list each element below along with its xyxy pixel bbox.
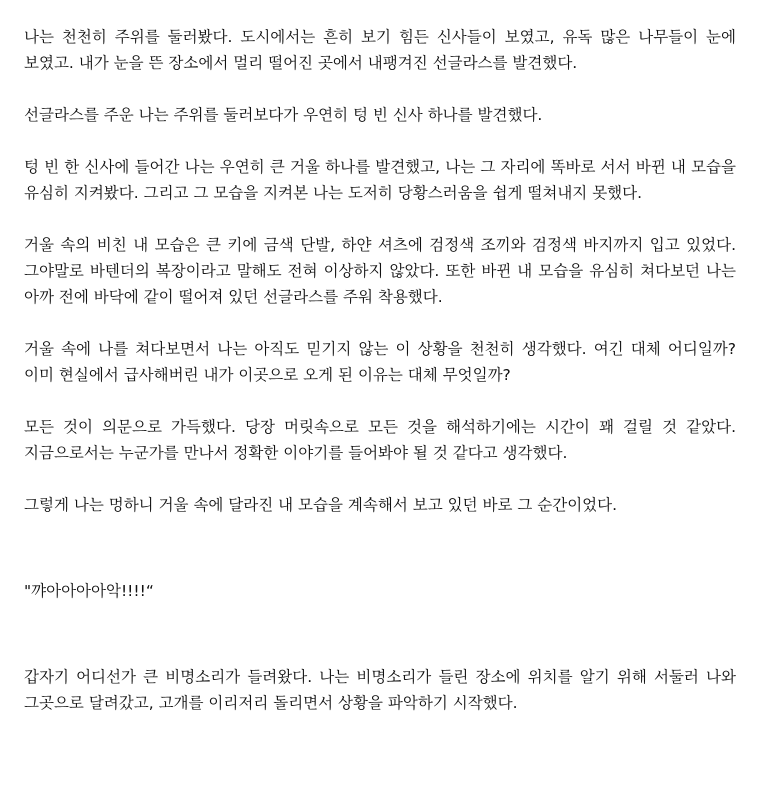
paragraph-spacer <box>24 76 736 102</box>
paragraph-6: 모든 것이 의문으로 가득했다. 당장 머릿속으로 모든 것을 해석하기에는 시간이 꽤 걸릴 것 같았다. 지금으로서는 누군가를 만나서 정확한 이야기를 들어봐야 될 것 같다고 생각했다. <box>24 418 736 462</box>
document-body <box>24 24 736 716</box>
paragraph-spacer <box>24 206 736 232</box>
paragraph-3: 텅 빈 한 신사에 들어간 나는 우연히 큰 거울 하나를 발견했고, 나는 그 자리에 똑바로 서서 바뀐 내 모습을 유심히 지켜봤다. 그리고 그 모습을 지켜본 나는 도저히 당황스러움을 쉽게 떨쳐내지 못했다. <box>24 158 736 202</box>
paragraph-4: 거울 속의 비친 내 모습은 큰 키에 금색 단발, 하얀 셔츠에 검정색 조끼와 검정색 바지까지 입고 있었다. 그야말로 바텐더의 복장이라고 말해도 전혀 이상하지 않았다. 또한 바뀐 내 모습을 유심히 쳐다보던 나는 아까 전에 바닥에 같이 떨어져 있던 선글라스를 주워 착용했다. <box>24 236 736 306</box>
paragraph-spacer <box>24 604 736 664</box>
paragraph-spacer <box>24 128 736 154</box>
paragraph-1: 나는 천천히 주위를 둘러봤다. 도시에서는 흔히 보기 힘든 신사들이 보였고, 유독 많은 나무들이 눈에 보였고. 내가 눈을 뜬 장소에서 멀리 떨어진 곳에서 내팽겨진 선글라스를 발견했다. <box>24 28 736 72</box>
paragraph-spacer <box>24 466 736 492</box>
paragraph-5: 거울 속에 나를 쳐다보면서 나는 아직도 믿기지 않는 이 상황을 천천히 생각했다. 여긴 대체 어디일까? 이미 현실에서 급사해버린 내가 이곳으로 오게 된 이유는 대체 무엇일까? <box>24 340 736 384</box>
paragraph-9: 갑자기 어디선가 큰 비명소리가 들려왔다. 나는 비명소리가 들린 장소에 위치를 알기 위해 서둘러 나와 그곳으로 달려갔고, 고개를 이리저리 돌리면서 상황을 파악하기 시작했다. <box>24 668 736 712</box>
paragraph-7: 그렇게 나는 멍하니 거울 속에 달라진 내 모습을 계속해서 보고 있던 바로 그 순간이었다. <box>24 496 618 514</box>
paragraph-spacer <box>24 310 736 336</box>
paragraph-spacer <box>24 388 736 414</box>
paragraph-spacer <box>24 518 736 578</box>
dialogue-scream: "꺄아아아아악!!!!“ <box>24 582 154 600</box>
paragraph-2: 선글라스를 주운 나는 주위를 둘러보다가 우연히 텅 빈 신사 하나를 발견했다. <box>24 106 543 124</box>
